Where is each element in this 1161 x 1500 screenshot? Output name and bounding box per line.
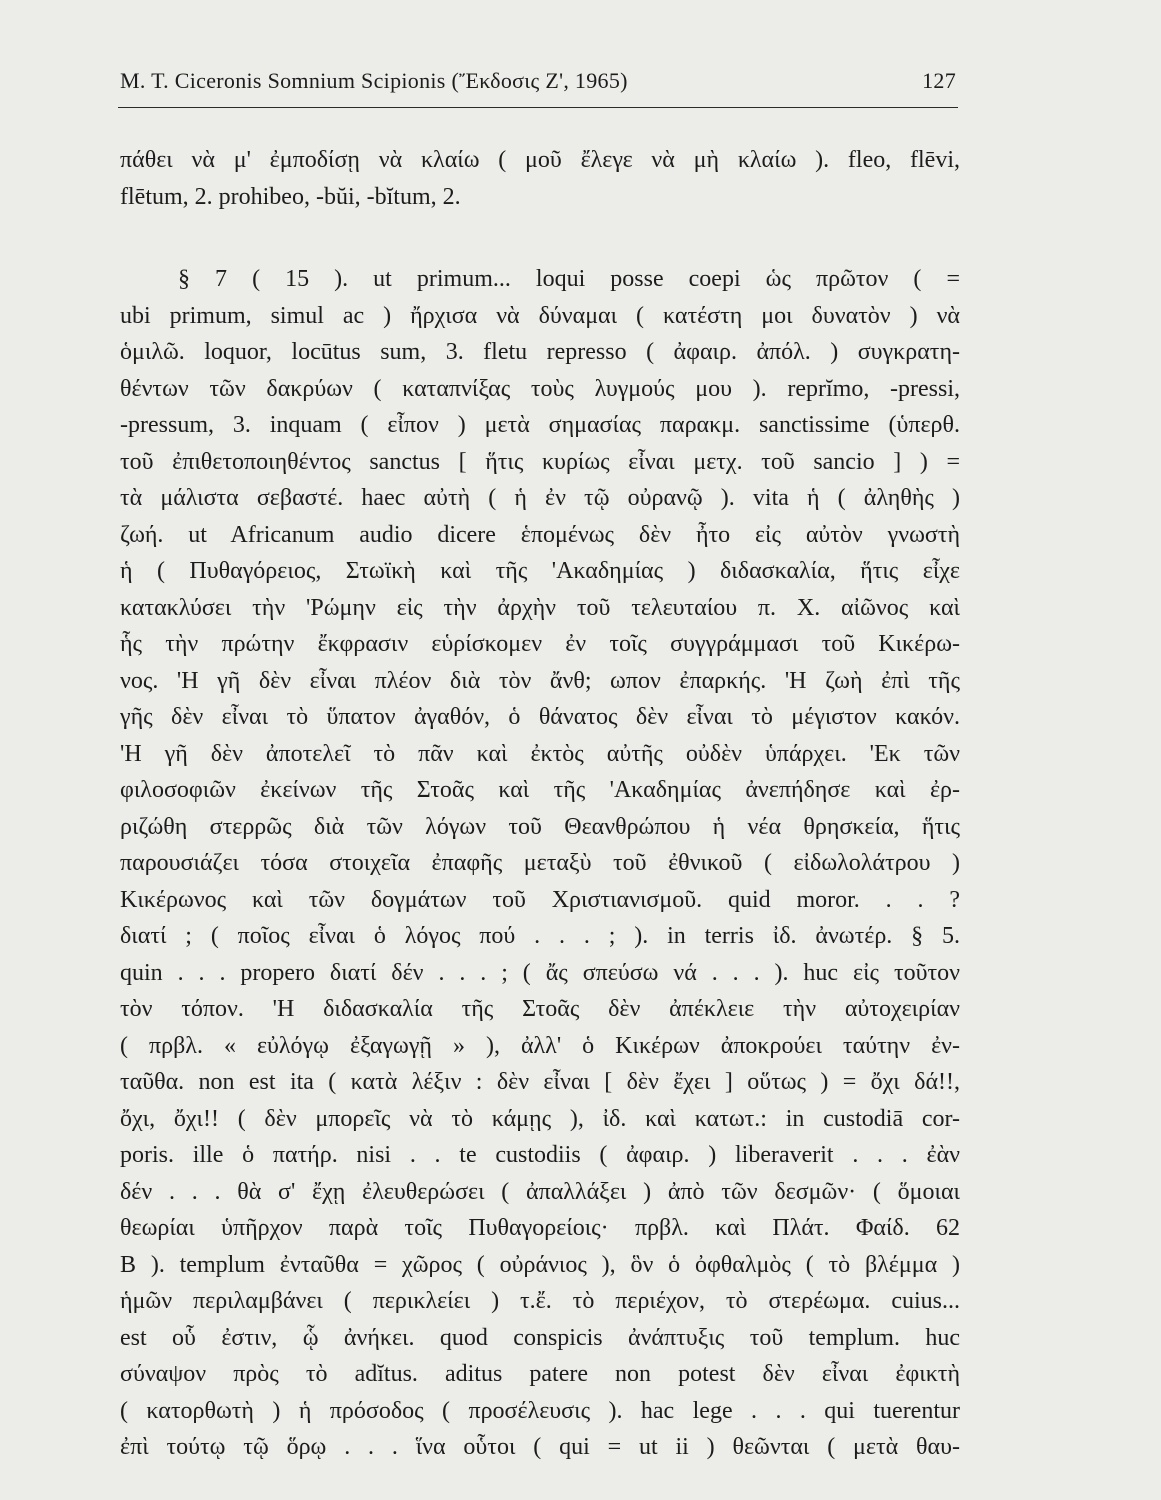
text-line: θέντων τῶν δακρύων ( καταπνίξας τοὺς λυγμούς μου ). reprĭmo, -pressi, bbox=[120, 375, 960, 402]
text-line: poris. ille ὁ πατήρ. nisi . . te custodiis ( ἀφαιρ. ) liberaverit . . . ἐὰν bbox=[120, 1142, 960, 1168]
page-number: 127 bbox=[922, 68, 956, 93]
text-line: quin . . . propero διατί δέν . . . ; ( ἄς σπεύσω νά . . . ). huc εἰς τοῦτον bbox=[120, 959, 960, 986]
text-line: θεωρίαι ὑπῆρχον παρὰ τοῖς Πυθαγορείοις· πρβλ. καὶ Πλάτ. Φαίδ. 62 bbox=[120, 1215, 960, 1241]
text-line: est οὗ ἐστιν, ᾧ ἀνήκει. quod conspicis ἀνάπτυξις τοῦ templum. huc bbox=[120, 1324, 960, 1351]
text-line: B ). templum ἐνταῦθα = χῶρος ( οὐράνιος ), ὃν ὁ ὀφθαλμὸς ( τὸ βλέμμα ) bbox=[120, 1251, 960, 1278]
text-line: δέν . . . θὰ σ' ἔχῃ ἐλευθερώσει ( ἀπαλλάξει ) ἀπὸ τῶν δεσμῶν· ( ὅμοιαι bbox=[120, 1178, 960, 1205]
text-line: γῆς δὲν εἶναι τὸ ὕπατον ἀγαθόν, ὁ θάνατος δὲν εἶναι τὸ μέγιστον κακόν. bbox=[120, 704, 960, 730]
text-line: ὄχι, ὄχι!! ( δὲν μπορεῖς νὰ τὸ κάμῃς ), ἰδ. καὶ κατωτ.: in custodiā cor- bbox=[120, 1105, 960, 1132]
text-line: τοῦ ἐπιθετοποιηθέντος sanctus [ ἥτις κυρίως εἶναι μετχ. τοῦ sancio ] ) = bbox=[120, 448, 960, 475]
text-line: ( κατορθωτὴ ) ἡ πρόσοδος ( προσέλευσις ). hac lege . . . qui tuerentur bbox=[120, 1397, 960, 1424]
text-line: -pressum, 3. inquam ( εἶπον ) μετὰ σημασίας παρακμ. sanctissime (ὑπερθ. bbox=[120, 412, 960, 438]
text-line: τὸν τόπον. 'Η διδασκαλία τῆς Στοᾶς δὲν ἀπέκλειε τὴν αὐτοχειρίαν bbox=[120, 996, 960, 1022]
text-line: παρουσιάζει τόσα στοιχεῖα ἐπαφῆς μεταξὺ τοῦ ἐθνικοῦ ( εἰδωλολάτρου ) bbox=[120, 850, 960, 876]
text-line: διατί ; ( ποῖος εἶναι ὁ λόγος πού . . . ; ). in terris ἰδ. ἀνωτέρ. § 5. bbox=[120, 923, 960, 949]
header-rule bbox=[118, 107, 958, 108]
text-line: ἡ ( Πυθαγόρειος, Στωϊκὴ καὶ τῆς 'Ακαδημίας ) διδασκαλία, ἥτις εἶχε bbox=[120, 558, 960, 584]
text-line: φιλοσοφιῶν ἐκείνων τῆς Στοᾶς καὶ τῆς 'Ακαδημίας ἀνεπήδησε καὶ ἐρ- bbox=[120, 777, 960, 803]
text-line: τὰ μάλιστα σεβαστέ. haec αὐτὴ ( ἡ ἐν τῷ οὐρανῷ ). vita ἡ ( ἀληθὴς ) bbox=[120, 485, 960, 511]
text-line: νος. 'Η γῆ δὲν εἶναι πλέον διὰ τὸν ἄνθ; ωπον ἐπαρκής. 'Η ζωὴ ἐπὶ τῆς bbox=[120, 667, 960, 694]
text-line: Κικέρωνος καὶ τῶν δογμάτων τοῦ Χριστιανισμοῦ. quid moror. . . ? bbox=[120, 886, 960, 913]
text-line: ριζώθη στερρῶς διὰ τῶν λόγων τοῦ Θεανθρώπου ἡ νέα θρησκεία, ἥτις bbox=[120, 813, 960, 840]
paragraph-gap bbox=[120, 215, 960, 261]
text-line: ζωή. ut Africanum audio dicere ἑπομένως δὲν ἦτο εἰς αὐτὸν γνωστὴ bbox=[120, 521, 960, 548]
section-heading-line: § 7 ( 15 ). ut primum... loqui posse coepi ὡς πρῶτον ( = bbox=[178, 266, 960, 292]
text-line: κατακλύσει τὴν 'Ρώμην εἰς τὴν ἀρχὴν τοῦ τελευταίου π. Χ. αἰῶνος καὶ bbox=[120, 594, 960, 621]
text-line: ἐπὶ τούτῳ τῷ ὅρῳ . . . ἵνα οὗτοι ( qui = ut ii ) θεῶνται ( μετὰ θαυ- bbox=[120, 1434, 960, 1460]
text-line: ( πρβλ. « εὐλόγῳ ἐξαγωγῇ » ), ἀλλ' ὁ Κικέρων ἀποκρούει ταύτην ἐν- bbox=[120, 1032, 960, 1059]
text-line: ubi primum, simul ac ) ἤρχισα νὰ δύναμαι ( κατέστη μοι δυνατὸν ) νὰ bbox=[120, 302, 960, 329]
text-line: ἡμῶν περιλαμβάνει ( περικλείει ) τ.ἔ. τὸ περιέχον, τὸ στερέωμα. cuius... bbox=[120, 1288, 960, 1314]
text-line: flētum, 2. prohibeo, -bŭi, -bĭtum, 2. bbox=[120, 183, 461, 210]
header-title: M. T. Ciceronis Somnium Scipionis (Ἔκδοσις Ζ', 1965) bbox=[120, 68, 628, 93]
running-header bbox=[120, 68, 958, 104]
text-line: 'Η γῆ δὲν ἀποτελεῖ τὸ πᾶν καὶ ἐκτὸς αὐτῆς οὐδὲν ὑπάρχει. 'Εκ τῶν bbox=[120, 740, 960, 767]
text-line: ὁμιλῶ. loquor, locūtus sum, 3. fletu represso ( ἀφαιρ. ἀπόλ. ) συγκρατη- bbox=[120, 339, 960, 365]
text-line: σύναψον πρὸς τὸ adĭtus. aditus patere non potest δὲν εἶναι ἐφικτὴ bbox=[120, 1361, 960, 1387]
text-line: πάθει νὰ μ' ἐμποδίσῃ νὰ κλαίω ( μοῦ ἔλεγε νὰ μὴ κλαίω ). fleo, flēvi, bbox=[120, 147, 960, 173]
commentary-text bbox=[120, 142, 960, 1466]
text-line: ἧς τὴν πρώτην ἔκφρασιν εὑρίσκομεν ἐν τοῖς συγγράμμασι τοῦ Κικέρω- bbox=[120, 631, 960, 657]
text-line: ταῦθα. non est ita ( κατὰ λέξιν : δὲν εἶναι [ δὲν ἔχει ] οὕτως ) = ὄχι δά!!, bbox=[120, 1069, 960, 1095]
